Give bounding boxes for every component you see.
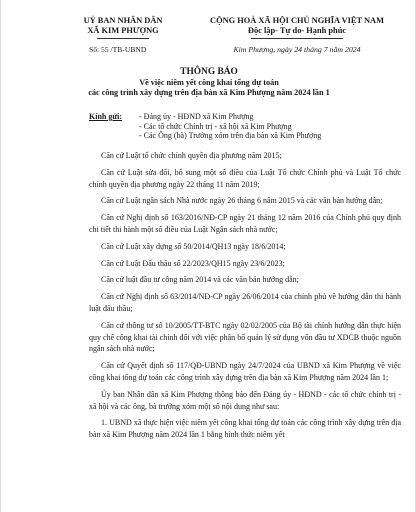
issuing-authority-line1: UỶ BAN NHÂN DÂN — [83, 16, 163, 25]
national-title: CỘNG HOÀ XÃ HỘI CHỦ NGHĨA VIỆT NAM — [210, 16, 384, 25]
document-subtitle — [61, 78, 357, 98]
recipient-item: - Đảng ủy - HĐND xã Kim Phượng — [139, 112, 254, 121]
body-paragraph: Căn cứ Luật xây dựng số 50/2014/QH13 ngày 18/6/2014; — [101, 241, 286, 251]
body-paragraph: Ủy ban Nhân dân xã Kim Phượng thông báo đến Đảng ủy - HĐND - các tổ chức chính trị - xã hội và các ông, bà trưởng xóm một số nội dung như sau: — [89, 389, 401, 411]
body-paragraph: Căn cứ luật đầu tư công năm 2014 và các văn bản hướng dẫn; — [101, 275, 299, 285]
recipients-label: Kính gửi: — [89, 112, 123, 121]
recipients-block — [89, 112, 321, 141]
body-paragraph: Căn cứ thông tư số 10/2005/TT-BTC ngày 02/02/2005 của Bộ tài chính hướng dẫn thực hiện quy chế công khai tài chính đối với việc phân bổ quản lý sử dụng vốn đầu tư XDCB thuộc nguồn ngân sách nhà nước; — [89, 320, 401, 354]
body-paragraph: Căn cứ Luật sửa đổi, bổ sung một số điều của Luật Tổ chức Chính phủ và Luật Tổ chức chính quyền địa phương ngày 22 tháng 11 năm 2019; — [89, 167, 401, 189]
body-paragraph: Căn cứ Nghị định số 163/2016/NĐ-CP ngày 21 tháng 12 năm 2016 của Chính phủ quy định chi tiết thi hành một số điều của Luật Ngân sách nhà nước; — [89, 213, 401, 234]
document-body — [89, 150, 401, 446]
document-number: Số: 55 /TB-UBND — [89, 45, 147, 54]
place-and-date: Kim Phượng, ngày 24 tháng 7 năm 2024 — [233, 45, 361, 54]
recipient-item: - Các Ông (bà) Trưởng xóm trên địa bàn xã Kim Phượng — [139, 131, 322, 141]
national-motto: Độc lập- Tự do- Hạnh phúc — [247, 26, 347, 35]
body-paragraph: Căn cứ Luật tổ chức chính quyền địa phương năm 2015; — [101, 151, 282, 160]
issuing-authority-line2: XÃ KIM PHƯỢNG — [87, 26, 159, 35]
recipient-item: - Các tổ chức Chính trị - xã hội xã Kim Phượng — [139, 121, 292, 131]
recipients-list — [89, 112, 321, 141]
document-title: THÔNG BÁO — [180, 67, 238, 77]
body-paragraph: Căn cứ Luật Đấu thầu số 22/2023/QH15 ngày 23/6/2023; — [101, 258, 285, 268]
authority-underline — [97, 38, 149, 39]
body-paragraph: Căn cứ Quyết định số 117/QĐ-UBND ngày 24/7/2024 của UBND xã Kim Phượng về việc công khai tổng dự toán các công trình xây dựng trên địa bàn xã Kim Phượng năm 2024 lần 1; — [89, 361, 401, 382]
issuing-authority-block — [59, 16, 187, 39]
motto-underline — [251, 38, 343, 39]
subtitle-line-2: các công trình xây dựng trên địa bàn xã Kim Phượng năm 2024 lần 1 — [88, 88, 330, 97]
subtitle-line-1: Về việc niêm yết công khai tổng dự toán — [139, 78, 279, 87]
national-motto-block — [197, 16, 397, 39]
body-paragraph: Căn cứ Nghị định số 63/2014/NĐ-CP ngày 26/06/2014 của chính phủ về hướng dẫn thi hành luật đấu thầu; — [89, 292, 401, 313]
body-paragraph: Căn cứ Luật ngân sách Nhà nước ngày 26 tháng 6 năm 2015 và các văn bản hướng dẫn; — [101, 196, 383, 206]
body-paragraph: 1. UBND xã thực hiện việc niêm yết công khai tổng dự toán các công trình xây dựng trên địa bàn xã Kim Phượng năm 2024 lần 1 bằng hình thức niêm yết — [89, 418, 401, 440]
